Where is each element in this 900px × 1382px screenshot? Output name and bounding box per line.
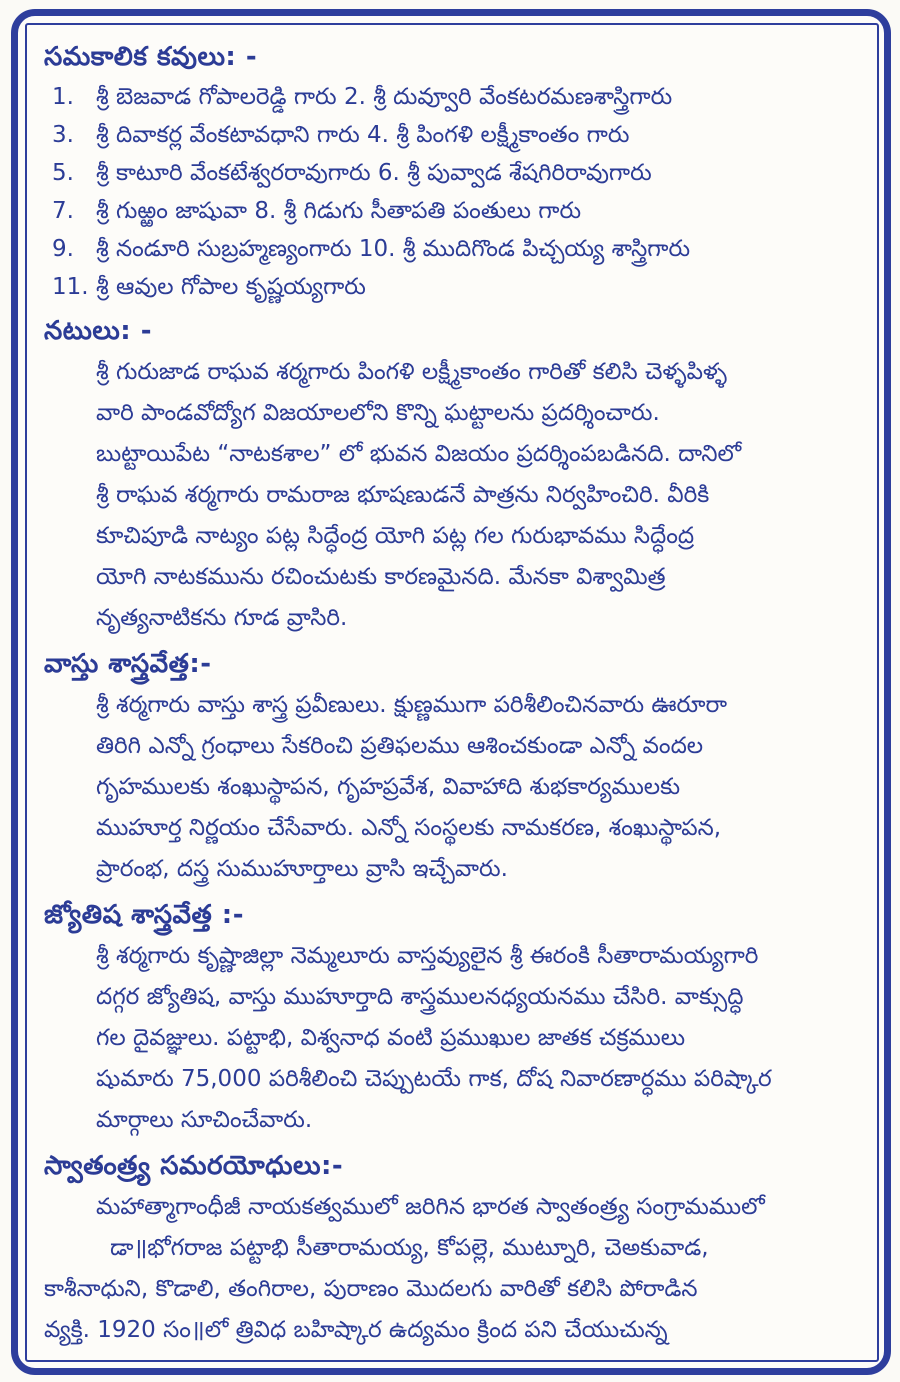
list-item-text: శ్రీ నండూరి సుబ్రహ్మణ్యంగారు 10. శ్రీ ముదిగొండ పిచ్చయ్య శాస్త్రిగారు [96,236,691,262]
paragraph-line: షుమారు 75,000 పరిశీలించి చెప్పుటయే గాక, దోష నివారణార్ధము పరిష్కార [96,1066,772,1092]
paragraph-line: దగ్గర జ్యోతిష, వాస్తు ముహూర్తాది శాస్త్రములనధ్యయనము చేసిరి. వాక్సుద్ధి [96,984,744,1010]
list-item-marker: 7. [52,198,74,224]
list-item [44,192,864,230]
paragraph-line: శ్రీ రాఘవ శర్మగారు రామరాజ భూషణుడనే పాత్రను నిర్వహించిరి. వీరికి [96,482,710,508]
paragraph-line: కాశీనాధుని, కొడాలి, తంగిరాల, పురాణం మొదలగు వారితో కలిసి పోరాడిన [44,1276,698,1302]
paragraph-line: ప్రారంభ, దస్త్ర సుముహూర్తాలు వ్రాసి ఇచ్చేవారు. [96,856,508,882]
paragraph-line: డా॥భోగరాజ పట్టాభి సీతారామయ్య, కోపల్లె, ముట్నూరి, చెఅకువాడ, [110,1235,709,1261]
paragraph-line: శ్రీ శర్మగారు వాస్తు శాస్త్ర ప్రవీణులు. క్షుణ్ణముగా పరిశీలించినవారు ఊరూరా [96,692,728,718]
list-item-text: శ్రీ దివాకర్ల వేంకటావధాని గారు 4. శ్రీ పింగళి లక్ష్మీకాంతం గారు [96,122,630,148]
document-page [44,32,864,1356]
list-item-text: శ్రీ గుఱ్ఱం జాషువా 8. శ్రీ గిడుగు సీతాపతి పంతులు గారు [96,198,582,224]
section-heading: నటులు: - [44,316,152,346]
list-item [44,154,864,192]
paragraph-line: ముహూర్త నిర్ణయం చేసేవారు. ఎన్నో సంస్థలకు నామకరణ, శంఖుస్థాపన, [96,815,722,841]
section-actors [44,310,864,639]
paragraph-line: గృహములకు శంఖుస్థాపన, గృహప్రవేశ, వివాహాది శుభకార్యములకు [96,774,681,800]
paragraph-line: నృత్యనాటికను గూడ వ్రాసిరి. [96,605,348,631]
section-heading: వాస్తు శాస్త్రవేత్త:- [44,649,212,679]
list-item-marker: 1. [52,84,74,110]
paragraph-line: మార్గాలు సూచించేవారు. [96,1107,313,1133]
list-item-text: శ్రీ కాటూరి వేంకటేశ్వరరావుగారు 6. శ్రీ పువ్వాడ శేషగిరిరావుగారు [96,160,652,186]
section-freedom-fighters [44,1145,864,1351]
list-item-marker: 9. [52,236,74,262]
paragraph-line: బుట్టాయిపేట “నాటకశాల” లో భువన విజయం ప్రదర్శింపబడినది. దానిలో [96,441,742,467]
list-item-marker: 11. [52,274,89,300]
paragraph-line: వ్యక్తి. 1920 సం॥లో త్రివిధ బహిష్కార ఉద్యమం క్రింద పని చేయుచున్న [44,1317,668,1343]
paragraph-line: శ్రీ గురుజాడ రాఘవ శర్మగారు పింగళి లక్ష్మీకాంతం గారితో కలిసి చెళ్ళపిళ్ళ [96,359,728,385]
list-item [44,78,864,116]
section-astrology-expert [44,894,864,1141]
section-heading: స్వాతంత్ర్య సమరయోధులు:- [44,1151,344,1181]
list-item [44,230,864,268]
paragraph-line: వారి పాండవోద్యోగ విజయాలలోని కొన్ని ఘట్టాలను ప్రదర్శించారు. [96,400,660,426]
paragraph-line: తిరిగి ఎన్నో గ్రంధాలు సేకరించి ప్రతిఫలము ఆశించకుండా ఎన్నో వందల [96,733,704,759]
list-item-text: శ్రీ ఆవుల గోపాల కృష్ణయ్యగారు [96,274,366,300]
section-heading: జ్యోతిష శాస్త్రవేత్త :- [44,900,244,930]
paragraph-line: శ్రీ శర్మగారు కృష్ణాజిల్లా నెమ్మలూరు వాస్తవ్యులైన శ్రీ ఈరంకి సీతారామయ్యగారి [96,943,759,969]
list-item-marker: 5. [52,160,74,186]
section-vastu-expert [44,643,864,890]
list-item [44,268,864,306]
paragraph-line: యోగి నాటకమును రచించుటకు కారణమైనది. మేనకా విశ్వామిత్ర [96,564,666,590]
paragraph-line: కూచిపూడి నాట్యం పట్ల సిద్ధేంద్ర యోగి పట్ల గల గురుభావము సిద్ధేంద్ర [96,523,695,549]
section-heading: సమకాలిక కవులు: - [44,42,258,72]
paragraph-line: గల దైవజ్ఞులు. పట్టాభి, విశ్వనాధ వంటి ప్రముఖుల జాతక చక్రములు [96,1025,686,1051]
list-item-marker: 3. [52,122,74,148]
list-item [44,116,864,154]
list-item-text: శ్రీ బెజవాడ గోపాలరెడ్డి గారు 2. శ్రీ దువ్వూరి వేంకటరమణశాస్త్రిగారు [96,84,673,110]
paragraph-line: మహాత్మాగాంధీజీ నాయకత్వములో జరిగిన భారత స్వాతంత్ర్య సంగ్రామములో [96,1194,765,1220]
section-contemporary-poets [44,36,864,306]
